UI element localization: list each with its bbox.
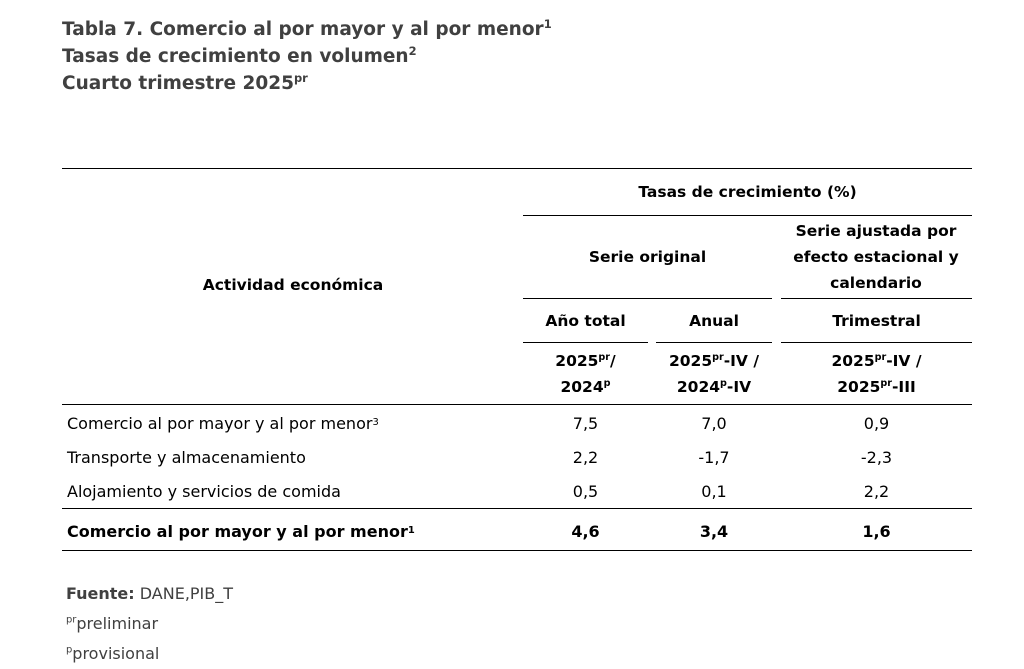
total-label: Comercio al por mayor y al por menor 1 xyxy=(67,521,415,541)
period-quarterly: $2025^{pr}-IV$ / $2025^{pr}$-III xyxy=(831,351,922,396)
row-value-annual: 0,1 xyxy=(701,481,727,501)
col-year-total-header: Año total xyxy=(545,312,626,330)
total-value-quarterly: 1,6 xyxy=(862,521,891,541)
row-value-year-total: 2,2 xyxy=(572,447,599,467)
adjusted-series-header: Serie ajustada por efecto estacional y calendario xyxy=(793,222,959,292)
row-value-year-total: 0,5 xyxy=(572,481,599,501)
title-line-1: Tabla 7. Comercio al por mayor y al por menor$^1$ xyxy=(62,16,552,40)
original-series-header: Serie original xyxy=(588,248,707,266)
title-line-3: Cuarto trimestre $2025^{pr}$ xyxy=(62,70,308,94)
period-year-total: $2025^{pr}/$ 2024$^p$ xyxy=(555,351,616,396)
total-value-annual: 3,4 xyxy=(699,521,729,541)
row-label: Comercio al por mayor y al por menor 3 xyxy=(67,413,379,433)
original-series-rule xyxy=(523,298,772,299)
row-label: Transporte y almacenamiento xyxy=(67,447,306,467)
growth-rates-header: Tasas de crecimiento (%) xyxy=(638,183,857,201)
table-bottom-rule xyxy=(62,550,972,551)
row-value-annual: -1,7 xyxy=(698,447,730,467)
row-value-annual: 7,0 xyxy=(701,413,727,433)
total-value-year-total: 4,6 xyxy=(571,521,600,541)
activity-header: Actividad económica xyxy=(202,276,384,294)
row-label: Alojamiento y servicios de comida xyxy=(67,481,341,501)
table-title xyxy=(62,16,552,97)
col1-rule xyxy=(523,342,648,343)
table-top-rule xyxy=(62,168,972,169)
header-bottom-rule xyxy=(62,404,972,405)
col2-rule xyxy=(656,342,772,343)
growth-header-rule xyxy=(523,215,972,216)
total-top-rule xyxy=(62,508,972,509)
col3-rule xyxy=(781,342,972,343)
source-note: Fuente: DANE,PIB_T xyxy=(66,584,234,603)
row-value-quarterly: -2,3 xyxy=(860,447,893,467)
adjusted-series-rule xyxy=(781,298,972,299)
col-annual-header: Anual xyxy=(689,312,739,330)
row-value-year-total: 7,5 xyxy=(572,413,599,433)
title-line-2: Tasas de crecimiento en volumen$^2$ xyxy=(62,43,417,67)
footnote-provisional: $^p$provisional xyxy=(66,644,160,663)
period-annual: $2025^{pr}-IV$ / 2024$^p$-IV xyxy=(668,351,759,396)
col-quarterly-header: Trimestral xyxy=(832,312,921,330)
row-value-quarterly: 0,9 xyxy=(863,413,890,433)
row-value-quarterly: 2,2 xyxy=(863,481,890,501)
footnote-preliminar: $^{pr}$preliminar xyxy=(66,614,159,633)
